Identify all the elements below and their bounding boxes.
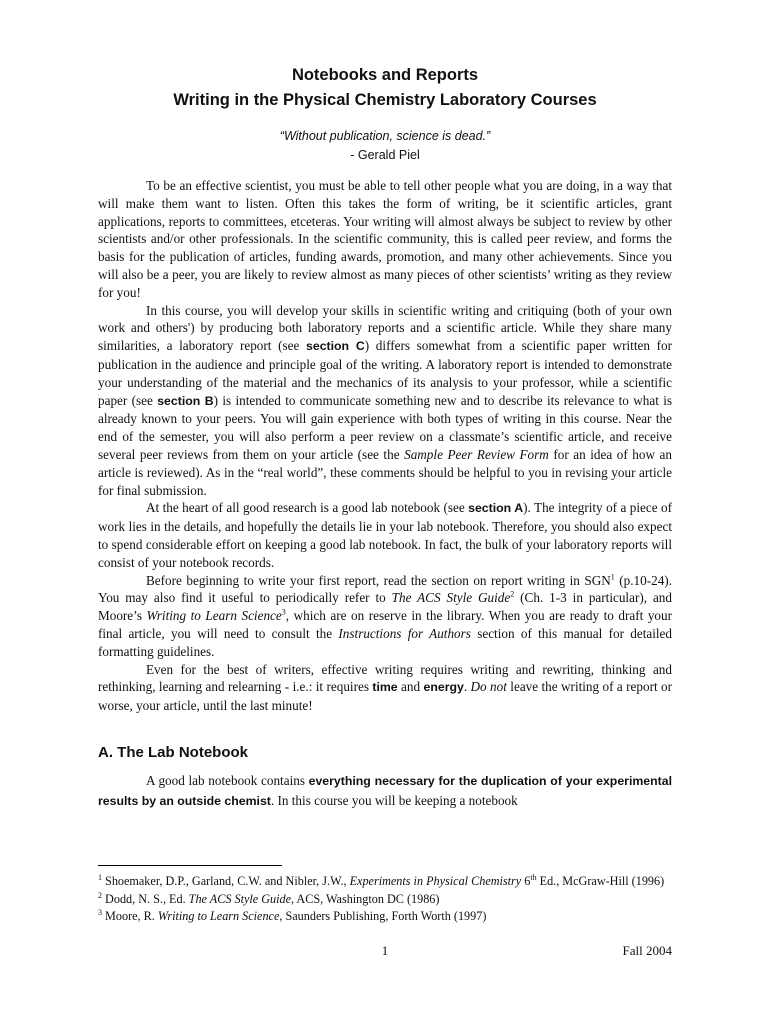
footnote-2-book-title: The ACS Style Guide: [188, 891, 292, 906]
paragraph-1: To be an effective scientist, you must be able to tell other people what you are doing, in a way that will make them want to listen. Often this takes the form of writing, be it scientific articles, grant applications, reports to committees, etceteras. Your writing will almost always be subject to review by other scientists and/or other professionals. In the scientific community, this is called peer review, and forms the basis for the publication of articles, funding awards, promotion, and many other achievements. Since you will also be a peer, you are likely to review almost as many pieces of other scientists’ writing as they review for you!: [98, 178, 672, 300]
instructions-for-authors-title: Instructions for Authors: [338, 625, 471, 641]
footnote-1-text-3: Ed., McGraw-Hill (1996): [536, 874, 665, 888]
paragraph-3: [98, 499, 672, 571]
section-a-text-1: A good lab notebook contains: [146, 773, 309, 788]
paragraph-5: [98, 661, 672, 715]
section-a-reference: section A: [468, 501, 524, 516]
paragraph-2: [98, 302, 672, 500]
paragraph-2-text-3: ) is intended to communicate something new and to describe its relevance to what is already known to your peers. You will gain experience with both types of writing in this course. Near the end of the semester, you will also perform a peer review on a classmate’s scientific article, and receive several peer reviews from them on your article (see the: [98, 392, 673, 462]
footnote-2-text-1: Dodd, N. S., Ed.: [102, 891, 189, 906]
footnote-ref-1: 1: [610, 572, 615, 582]
footnote-2: [98, 891, 698, 909]
footnote-1: [98, 873, 698, 891]
page-number: 1: [381, 943, 389, 958]
paragraph-4-text-1: Before beginning to write your first report, read the section on report writing in SGN: [146, 572, 611, 588]
paragraph-5-text-3: .: [463, 679, 471, 695]
footnote-2-text-2: , ACS, Washington DC (1986): [291, 891, 440, 906]
footnote-3-text-1: Moore, R.: [102, 909, 158, 924]
paragraph-5-text-1: Even for the best of writers, effective writing requires writing and rewriting, thinking and rethinking, learning and relearning - i.e.: it requires: [98, 661, 672, 695]
footnote-number: 1: [98, 872, 102, 882]
paragraph-4: [98, 572, 672, 661]
section-a-heading: A. The Lab Notebook: [98, 744, 248, 761]
paragraph-5-text-2: and: [397, 679, 424, 695]
epigraph: [0, 127, 770, 165]
emphasis-do-not: Do not: [470, 679, 507, 695]
paragraph-4-text-3: (Ch. 1-3 in particular), and Moore’s: [98, 590, 672, 624]
epigraph-quote: “Without publication, science is dead.”: [279, 129, 491, 143]
emphasis-time: time: [372, 680, 398, 695]
paragraph-2-text-2: ) differs somewhat from a scientific paper written for publication in the audience and principle goal of the writing. A laboratory report is intended to demonstrate your understanding of the material and the mechanics of its analysis to your professor, while a scientific paper (see: [98, 338, 672, 408]
document-subtitle: Writing in the Physical Chemistry Laboratory Courses: [173, 91, 597, 109]
footnote-1-ordinal: th: [530, 872, 537, 882]
paragraph-3-text-2: ). The integrity of a piece of work lies in the details, and hopefully the details lie in your lab notebook. Therefore, you should also expect to spend considerable effort on keeping a good lab notebook. In fact, the bulk of your laboratory reports will consist of your notebook records.: [98, 500, 672, 570]
document-title: Notebooks and Reports: [291, 66, 479, 84]
section-a-text-2: . In this course you will be keeping a notebook: [270, 793, 518, 808]
section-a-body: [98, 771, 672, 811]
footnote-number: 3: [98, 908, 102, 918]
footnote-number: 2: [98, 890, 102, 900]
footnotes: [98, 873, 698, 926]
paragraph-4-text-2: (p.10-24). You may also find it useful to periodically refer to: [98, 572, 672, 606]
paragraph-2-text-4: for an idea of how an article is reviewed). As in the “real world”, these comments should be helpful to you in revising your article for final submission.: [98, 446, 672, 498]
paragraph-3-text-1: At the heart of all good research is a good lab notebook (see: [146, 500, 469, 516]
writing-to-learn-science-title: Writing to Learn Science: [146, 608, 282, 624]
intro-body: [98, 177, 672, 715]
acs-style-guide-title: The ACS Style Guide: [391, 590, 511, 606]
footnote-3-text-2: , Saunders Publishing, Forth Worth (1997): [279, 909, 487, 924]
footer-term: Fall 2004: [622, 943, 672, 958]
section-a-emphasis: everything necessary for the duplication of your experimental results by an outside chemist: [98, 774, 672, 808]
paragraph-5-text-4: leave the writing of a report or worse, your article, until the last minute!: [98, 679, 673, 714]
footnote-ref-2: 2: [510, 589, 515, 599]
footnote-1-book-title: Experiments in Physical Chemistry: [349, 874, 522, 888]
paragraph-4-text-4: , which are on reserve in the library. When you are ready to draft your final article, you will need to consult the: [98, 608, 672, 641]
paragraph-4-text-5: section of this manual for detailed formatting guidelines.: [98, 625, 672, 659]
section-c-reference: section C: [306, 339, 365, 354]
footnote-3-book-title: Writing to Learn Science: [157, 909, 280, 924]
section-b-reference: section B: [157, 393, 214, 408]
paragraph-2-text-1: In this course, you will develop your skills in scientific writing and critiquing (both of your own work and others') by producing both laboratory reports and a scientific article. While they share many similarities, a laboratory report (see: [98, 302, 672, 354]
epigraph-attribution: - Gerald Piel: [350, 148, 420, 162]
sample-peer-review-form-title: Sample Peer Review Form: [404, 446, 549, 462]
footnote-ref-3: 3: [281, 607, 286, 617]
footnote-1-text-1: Shoemaker, D.P., Garland, C.W. and Nibler, J.W.,: [102, 874, 350, 888]
section-a-paragraph: [98, 771, 672, 811]
emphasis-energy: energy: [423, 680, 464, 695]
footnote-divider: [98, 865, 282, 866]
footnote-1-text-2: 6: [521, 874, 531, 888]
footnote-3: [98, 908, 698, 926]
